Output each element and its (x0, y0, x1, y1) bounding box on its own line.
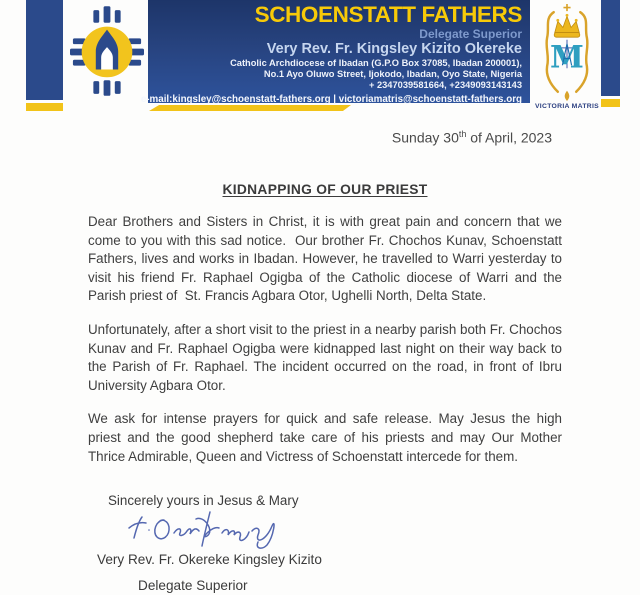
paragraph-1: Dear Brothers and Sisters in Christ, it is with great pain and concern that we come to you with this sad notice. Our brother Fr. Chochos Kunav, Schoenstatt Fathers, lives and works in Ibadan. However, he travelled to Warri yesterday to visit his friend Fr. Raphael Ogigba of the Catholic diocese of Warri and the Parish priest of St. Francis Agbara Otor, Ughelli North, Delta State. (88, 214, 562, 304)
date-line (392, 129, 552, 146)
org-leader-name: Very Rev. Fr. Kingsley Kizito Okereke (266, 41, 522, 57)
signature-icon (124, 506, 284, 552)
letter-title: KIDNAPPING OF OUR PRIEST (222, 182, 428, 197)
letterhead-band (140, 0, 530, 105)
date-suffix: of April, 2023 (466, 129, 552, 146)
paragraph-2: Unfortunately, after a short visit to the priest in a nearby parish both Fr. Chochos Kunav and Fr. Raphael Ogigba were kidnapped last night on their way back to the Parish of Fr. Raphael. The incident occurred on the road, in front of Ibru University Agbara Otor. (88, 321, 562, 393)
crest-caption: VICTORIA MATRIS (534, 103, 600, 110)
crest-icon (538, 3, 596, 103)
schoenstatt-shrine-sun-cross-logo (70, 5, 144, 102)
org-role-line: Delegate Superior (419, 27, 522, 41)
gold-underline-strip (149, 105, 351, 111)
signatory-name: Very Rev. Fr. Okereke Kingsley Kizito (97, 552, 322, 567)
org-phone: + 2347039581664, +2349093143143 (368, 80, 522, 90)
svg-text:M: M (550, 39, 584, 76)
closing-line: Sincerely yours in Jesus & Mary (108, 493, 299, 508)
org-email: e-mail:kingsley@schoenstatt-fathers.org | victoriamatris@schoenstatt-fathers.org (140, 94, 522, 105)
date-prefix: Sunday 30 (391, 129, 459, 146)
org-address-1: Catholic Archdiocese of Ibadan (G.P.O Box 37085, Ibadan 200001), (230, 58, 522, 68)
right-accent-bar-yellow (601, 99, 620, 107)
letter-body (88, 182, 562, 481)
signatory-role: Delegate Superior (138, 578, 248, 593)
victoria-matris-crest (538, 3, 596, 113)
paragraph-3: We ask for intense prayers for quick and safe release. May Jesus the high priest and the good shepherd take care of his priests and may Our Mother Thrice Admirable, Queen and Victress of Schoenstatt intercede for them. (88, 411, 562, 464)
right-accent-bar (601, 0, 620, 96)
left-accent-bar (26, 0, 63, 100)
handwritten-signature (124, 506, 284, 557)
date-superscript: th (458, 129, 467, 139)
org-name: SCHOENSTATT FATHERS (254, 2, 522, 27)
logo-icon (70, 5, 144, 97)
org-address-2: No.1 Ayo Oluwo Street, Ijokodo, Ibadan, Oyo State, Nigeria (263, 69, 522, 79)
left-accent-bar-yellow (26, 103, 63, 111)
